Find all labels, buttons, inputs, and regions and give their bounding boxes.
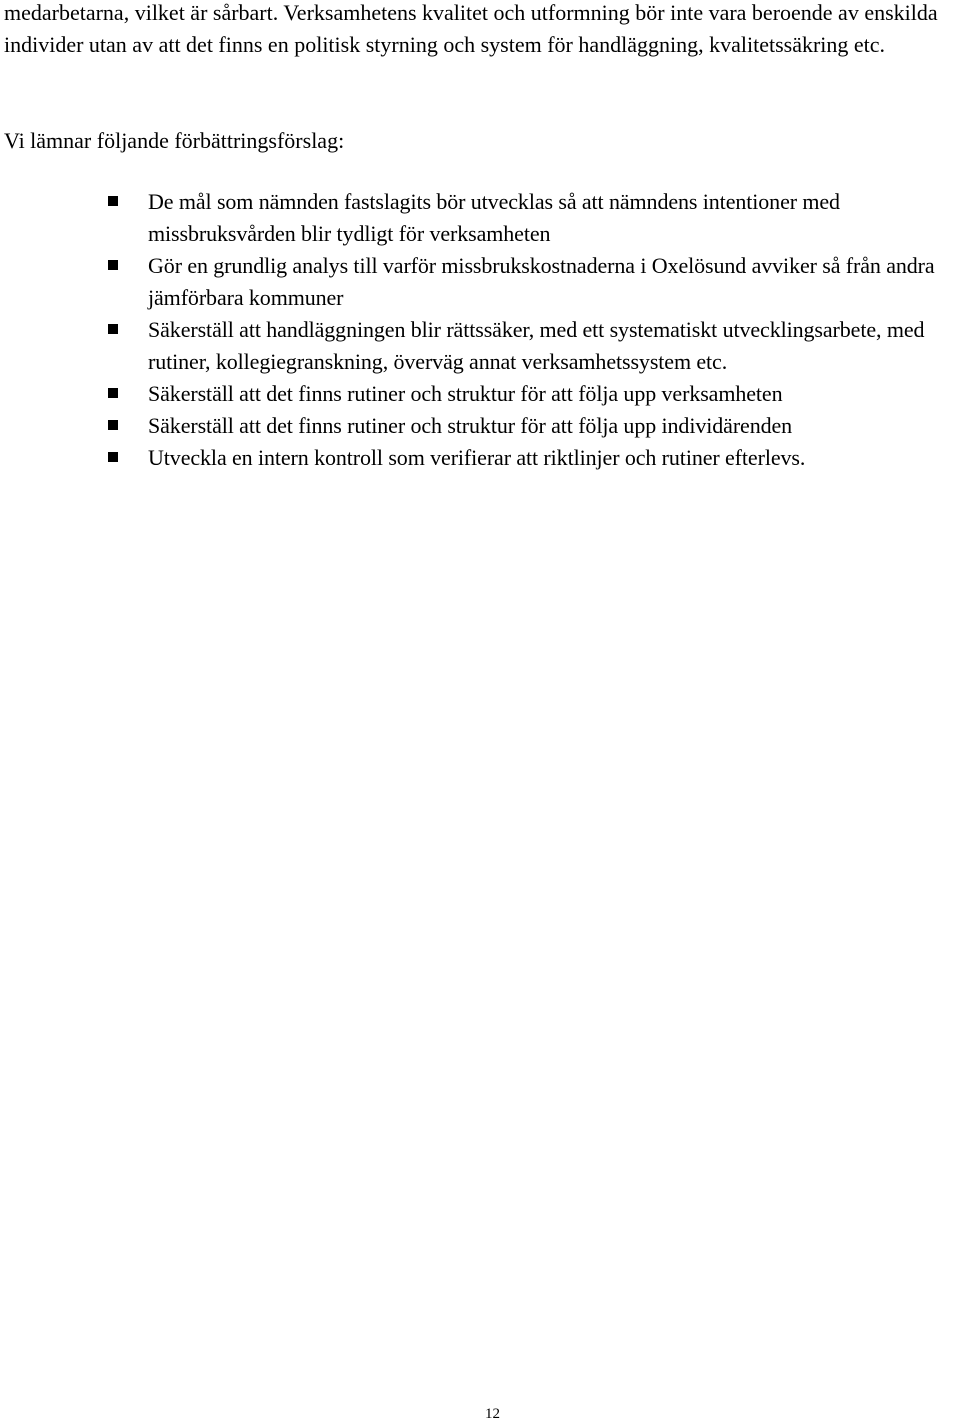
list-item-text: Gör en grundlig analys till varför missbrukskostnaderna i Oxelösund avviker så från andra jämförbara kommuner [148, 253, 935, 310]
list-item-text: Säkerställ att det finns rutiner och struktur för att följa upp individärenden [148, 413, 793, 438]
square-bullet-icon [108, 196, 118, 206]
list-item-text: Säkerställ att handläggningen blir rättssäker, med ett systematiskt utvecklingsarbete, med rutiner, kollegiegranskning, överväg annat verksamhetssystem etc. [148, 317, 925, 374]
list-item [0, 410, 960, 442]
square-bullet-icon [108, 420, 118, 430]
list-item [0, 250, 960, 314]
square-bullet-icon [108, 324, 118, 334]
square-bullet-icon [108, 452, 118, 462]
list-item [0, 314, 960, 378]
page-number: 12 [485, 1406, 500, 1422]
square-bullet-icon [108, 260, 118, 270]
list-item [0, 442, 960, 474]
body-paragraph: medarbetarna, vilket är sårbart. Verksamhetens kvalitet och utformning bör inte vara beroende av enskilda individer utan av att det finns en politisk styrning och system för handläggning, kvalitetssäkring etc. [4, 0, 938, 57]
list-item-text: Säkerställ att det finns rutiner och struktur för att följa upp verksamheten [148, 381, 783, 406]
intro-paragraph: Vi lämnar följande förbättringsförslag: [4, 128, 345, 153]
list-item-text: Utveckla en intern kontroll som verifierar att riktlinjer och rutiner efterlevs. [148, 445, 806, 470]
square-bullet-icon [108, 388, 118, 398]
list-item-text: De mål som nämnden fastslagits bör utvecklas så att nämndens intentioner med missbruksvården blir tydligt för verksamheten [148, 189, 840, 246]
list-item [0, 378, 960, 410]
list-item [0, 186, 960, 250]
suggestion-list [0, 186, 960, 474]
